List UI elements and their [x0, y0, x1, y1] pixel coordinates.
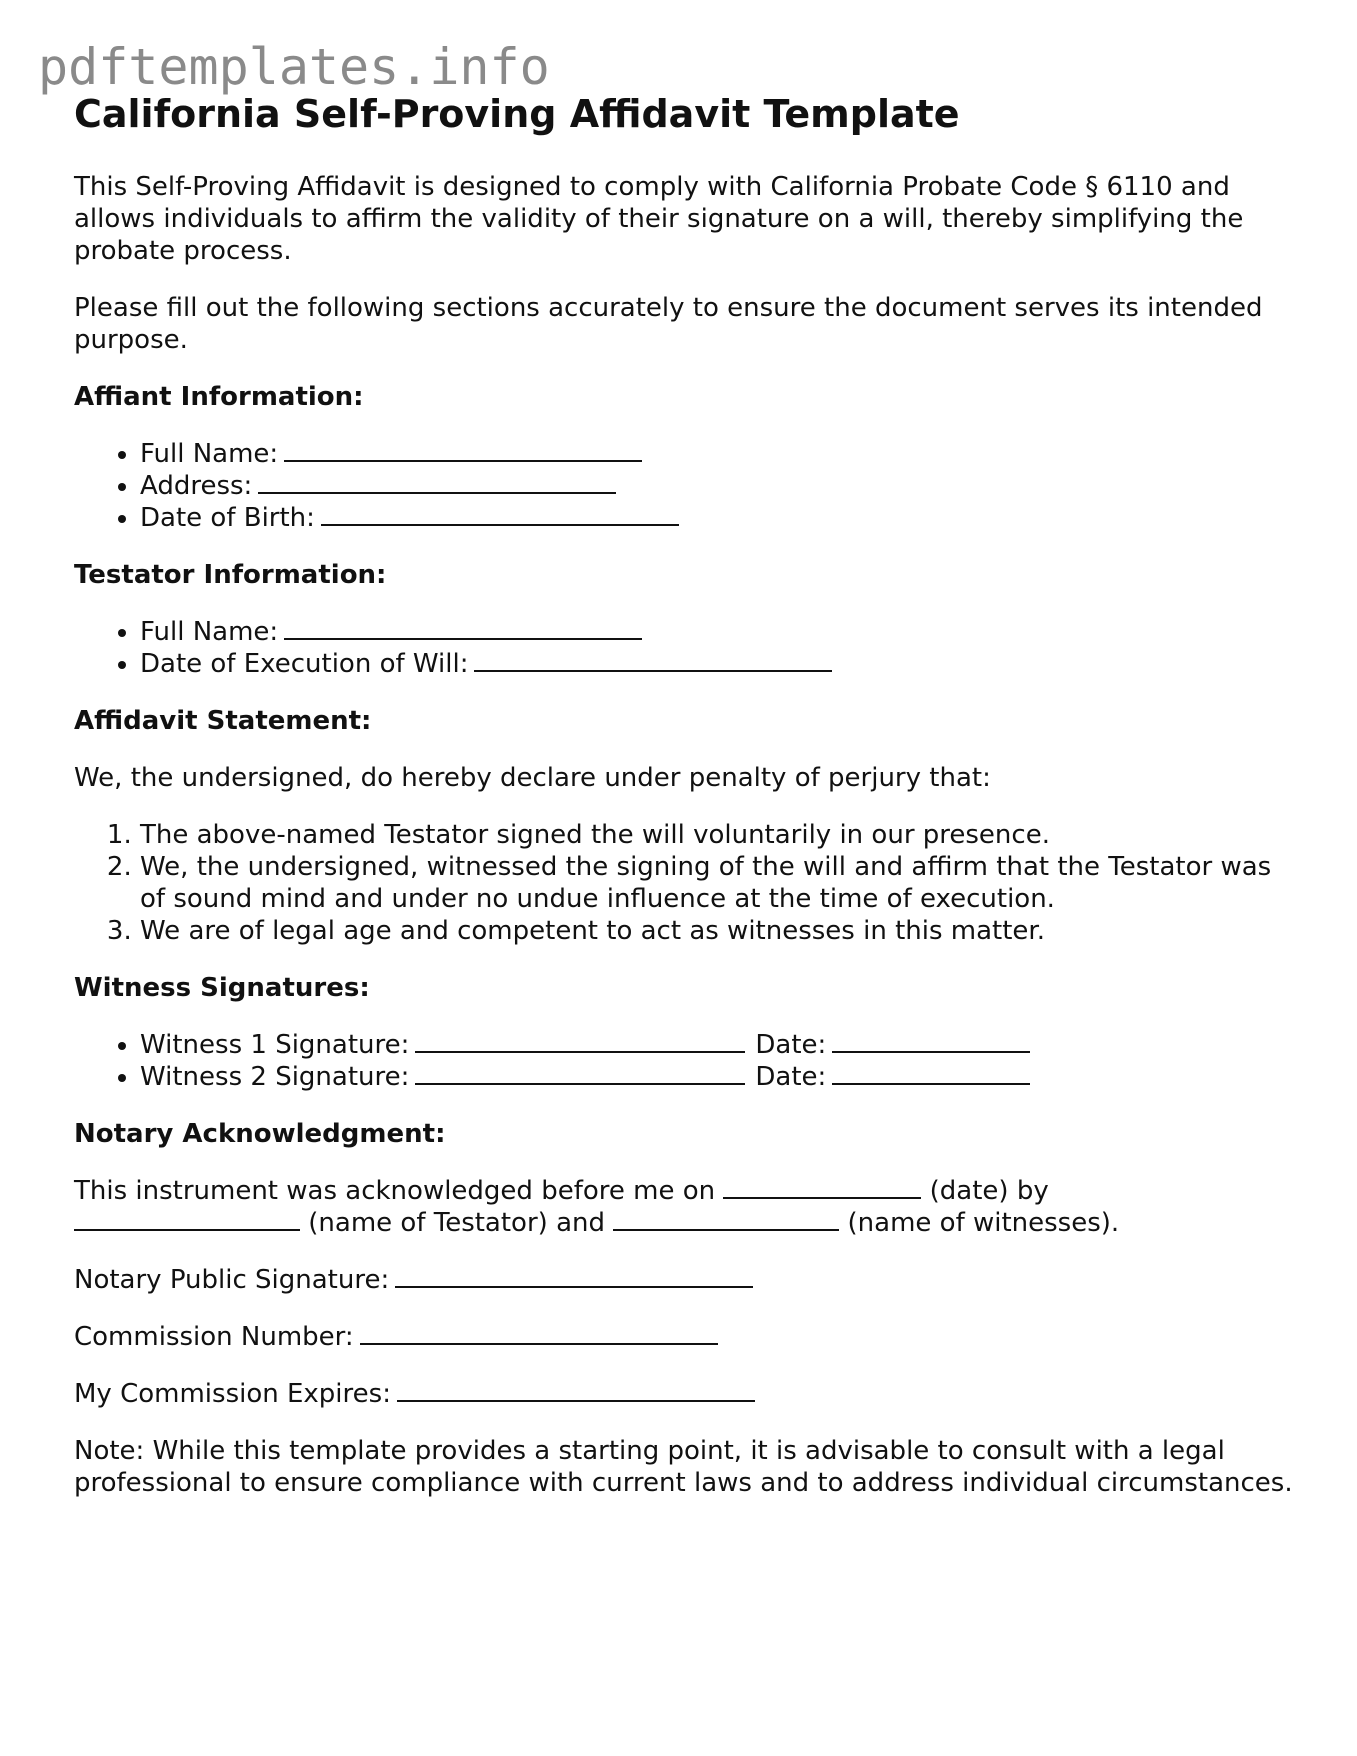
intro-paragraph: This Self-Proving Affidavit is designed to comply with California Probate Code § 6110 and allows individuals to affirm the validity of their signature on a will, thereby simplifying the probate process. [74, 171, 1244, 266]
commission-number-field [74, 1321, 1304, 1353]
field-label: My Commission Expires: [74, 1378, 391, 1409]
witness-2-row [140, 1061, 1304, 1093]
notary-heading: Notary Acknowledgment: [74, 1118, 446, 1149]
page-title: California Self-Proving Affidavit Template [74, 92, 960, 136]
ack-text-2: (date) by [929, 1175, 1049, 1206]
statement-item: 3. We are of legal age and competent to act as witnesses in this matter. [140, 915, 1304, 947]
field-label: Date of Birth: [140, 502, 315, 533]
affiant-address-field [140, 470, 1304, 502]
statement-list [74, 819, 1304, 947]
legal-note: Note: While this template provides a starting point, it is advisable to consult with a legal professional to ensure compliance with current laws and to address individual circumstances. [74, 1435, 1293, 1498]
witness-1-signature-blank[interactable] [415, 1031, 745, 1053]
statement-heading: Affidavit Statement: [74, 705, 372, 736]
commission-expires-field [74, 1378, 1304, 1410]
ack-witness-names-blank[interactable] [613, 1209, 839, 1231]
commission-number-blank[interactable] [360, 1323, 718, 1345]
witness-2-date-blank[interactable] [832, 1063, 1030, 1085]
witness-1-date-label: Date: [755, 1029, 827, 1060]
affiant-full-name-blank[interactable] [284, 440, 642, 462]
witness-2-signature-label: Witness 2 Signature: [140, 1061, 410, 1092]
document-page [74, 92, 1304, 1524]
ack-testator-name-blank[interactable] [74, 1209, 300, 1231]
testator-heading: Testator Information: [74, 559, 387, 590]
field-label: Notary Public Signature: [74, 1264, 390, 1295]
ack-text-4: (name of witnesses). [847, 1207, 1120, 1238]
witness-1-signature-label: Witness 1 Signature: [140, 1029, 410, 1060]
field-label: Address: [140, 470, 253, 501]
watermark: pdftemplates.info [38, 38, 550, 96]
statement-item: 1. The above-named Testator signed the will voluntarily in our presence. [140, 819, 1304, 851]
field-label: Full Name: [140, 616, 279, 647]
ack-text-3: (name of Testator) and [308, 1207, 605, 1238]
notary-acknowledgment-text [74, 1175, 1304, 1239]
field-label: Full Name: [140, 438, 279, 469]
testator-execution-date-blank[interactable] [474, 650, 832, 672]
witness-1-row [140, 1029, 1304, 1061]
witness-1-date-blank[interactable] [832, 1031, 1030, 1053]
notary-signature-blank[interactable] [395, 1266, 753, 1288]
affiant-heading: Affiant Information: [74, 381, 364, 412]
witness-2-signature-blank[interactable] [415, 1063, 745, 1085]
affiant-address-blank[interactable] [258, 472, 616, 494]
testator-full-name-field [140, 616, 1304, 648]
notary-signature-field [74, 1264, 1304, 1296]
instructions-paragraph: Please fill out the following sections accurately to ensure the document serves its intended purpose. [74, 292, 1263, 355]
testator-full-name-blank[interactable] [284, 618, 642, 640]
field-label: Date of Execution of Will: [140, 648, 469, 679]
testator-fields [74, 616, 1304, 680]
statement-item: 2. We, the undersigned, witnessed the signing of the will and affirm that the Testator was of sound mind and under no undue influence at the time of execution. [140, 851, 1304, 915]
ack-text-1: This instrument was acknowledged before me on [74, 1175, 716, 1206]
field-label: Commission Number: [74, 1321, 354, 1352]
witness-2-date-label: Date: [755, 1061, 827, 1092]
witness-heading: Witness Signatures: [74, 972, 370, 1003]
commission-expires-blank[interactable] [397, 1380, 755, 1402]
affiant-dob-blank[interactable] [321, 504, 679, 526]
testator-execution-date-field [140, 648, 1304, 680]
affiant-full-name-field [140, 438, 1304, 470]
statement-lead: We, the undersigned, do hereby declare under penalty of perjury that: [74, 762, 991, 793]
affiant-dob-field [140, 502, 1304, 534]
affiant-fields [74, 438, 1304, 534]
witness-fields [74, 1029, 1304, 1093]
ack-date-blank[interactable] [723, 1177, 921, 1199]
